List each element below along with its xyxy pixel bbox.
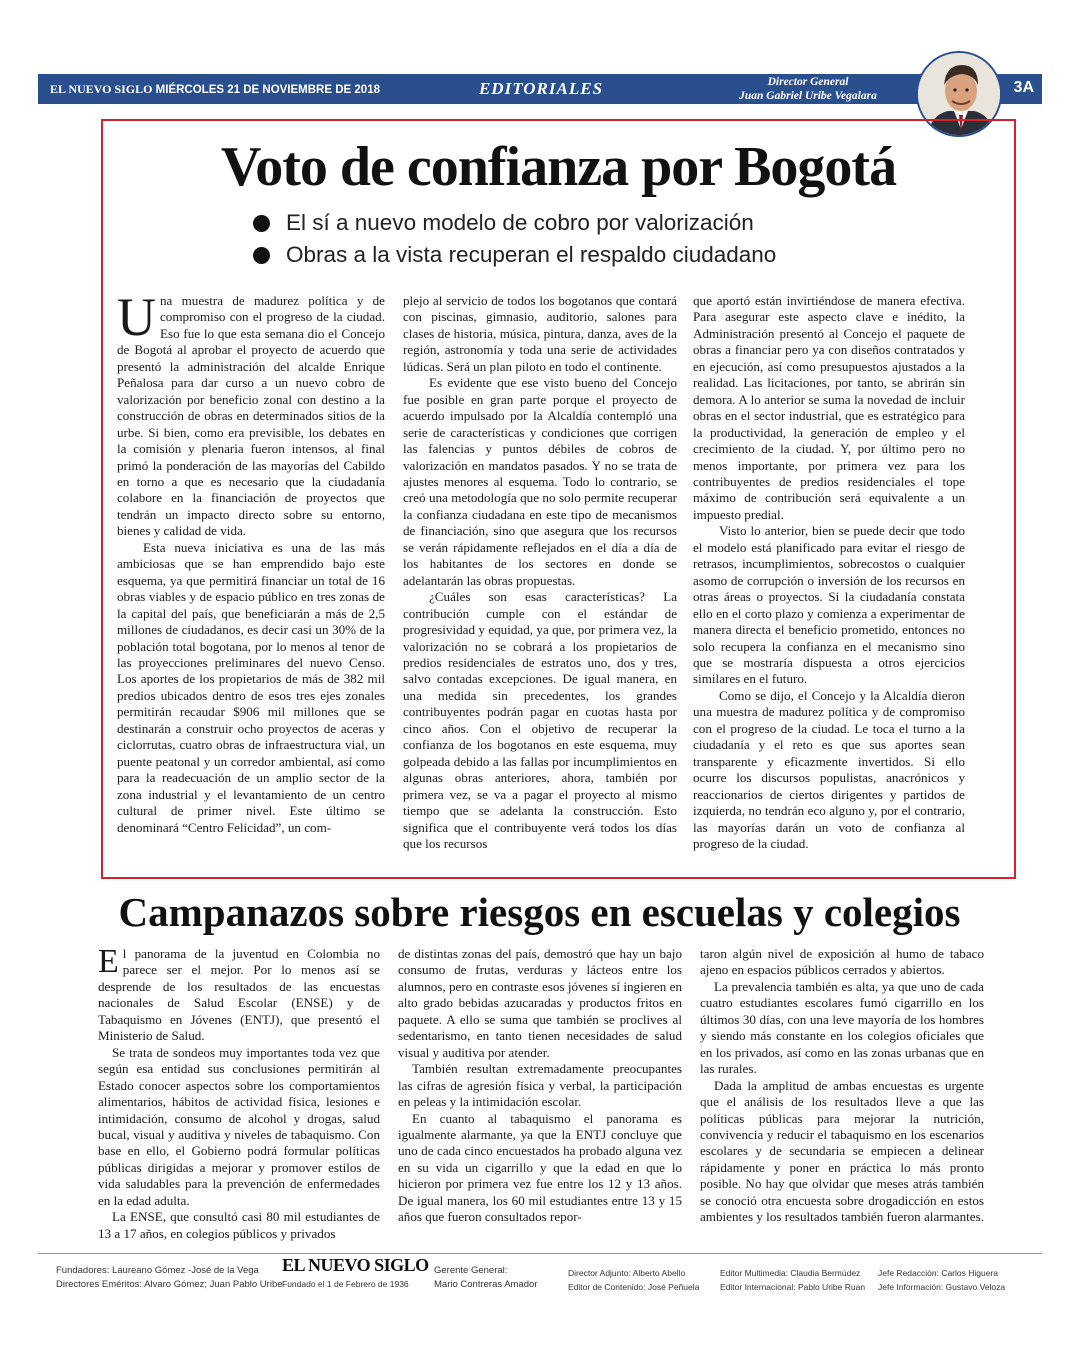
second-editorial-column-2: [398, 946, 682, 1226]
footer-manager-block: [434, 1264, 537, 1292]
subhead-text: Obras a la vista recuperan el respaldo ciudadano: [286, 242, 777, 267]
paragraph: El panorama de la juventud en Colombia no parece ser el mejor. Por lo menos así se desprende de los resultados de las encuestas nacionales de Salud Escolar (ENSE) y de Tabaquismo en Jóvenes (ENTJ), que presentó el Ministerio de Salud.: [98, 943, 380, 1044]
director-name: Juan Gabriel Uribe Vegalara: [739, 90, 877, 102]
footer-deputy-director: Director Adjunto: Alberto Abello: [568, 1268, 686, 1278]
paragraph: Es evidente que ese visto bueno del Concejo fue posible en gran parte porque el proyecto de acuerdo impulsado por la Alcaldía contempló una serie de características y condiciones que corrigen las falencias y puntos débiles de cobros de valorización en mandatos pasados. Y no se trata de ajustes menores al esquema. Todo lo contrario, se creó una metodología que no solo permite recuperar la confianza ciudadana en este tipo de mecanismos de financiación, sino que asegura que los recursos se verán rápidamente reflejados en el día a día de los habitantes de los sectores en donde se adelantarán las obras propuestas.: [403, 375, 677, 588]
second-editorial-column-3: [700, 946, 984, 1226]
subhead-item: [253, 239, 776, 271]
paragraph: de distintas zonas del país, demostró que hay un bajo consumo de frutas, verduras y lácteos entre los alumnos, pero en contraste esos jóvenes sí ingieren en alto grado bebidas azucaradas y productos fritos en paquete. A ello se suma que también se proclives al sedentarismo, en tanto tienen necesidades de salud visual y auditiva por atender.: [398, 946, 682, 1060]
footer-founders-block: [56, 1264, 283, 1292]
footer-logo: EL NUEVO SIGLO: [282, 1255, 429, 1275]
footer-editors-block: [720, 1266, 865, 1294]
paragraph: Esta nueva iniciativa es una de las más ambiciosas que se han emprendido bajo este esquema, ya que permitirá financiar un total de 16 obras viables y de espacio público en tres zonas de la capital del país, que beneficiarán a más de 2,5 millones de ciudadanos, es decir casi un 30% de la población total bogotana, por lo menos al tenor de las proyecciones preliminares del nuevo Censo. Los aportes de los propietarios de más de 382 mil predios ubicados dentro de esos tres ejes zonales permitirán recaudar $906 mil millones que se destinarán a construir ocho proyectos de aceras y ciclorrutas, cuatro obras de infraestructura vial, un puente peatonal y un corredor ambiental, así como para la readecuación de un amplio sector de la zona industrial y el levantamiento de un centro cultural de primer nivel. Este último se denominará “Centro Felicidad”, un com-: [117, 539, 385, 835]
editorial-title: Voto de confianza por Bogotá: [220, 136, 897, 198]
page-number: 3A: [1013, 79, 1034, 96]
page-header: [38, 74, 1042, 104]
paragraph: plejo al servicio de todos los bogotanos que contará con piscinas, gimnasio, auditorio, salones para clases de historia, música, pintura, danza, aves de la región, astronomía y toda una serie de actividades lúdicas. Será un plan piloto en todo el continente.: [403, 293, 677, 374]
editorial-subheads: [253, 207, 776, 271]
bullet-icon: [253, 215, 270, 232]
footer-multimedia-editor: Editor Multimedia: Claudia Bermúdez: [720, 1268, 861, 1278]
footer-chiefs-block: [878, 1266, 1005, 1294]
bullet-icon: [253, 247, 270, 264]
footer-manager-name: Mario Contreras Amador: [434, 1279, 538, 1290]
footer-information-chief: Jefe Información: Gustavo Veloza: [878, 1282, 1006, 1292]
editorial-column-3: [693, 293, 965, 852]
header-date-line: [50, 82, 380, 97]
paragraph: Como se dijo, el Concejo y la Alcaldía dieron una muestra de madurez política y de compromiso con el progreso de la ciudad. Le toca el turno a la ciudadanía y el reto es que sus aportes sean transparente y eficazmente invertidos. Si ello ocurre los discursos populistas, anacrónicos y reaccionarios de ciertos dirigentes y partidos de izquierda, no tendrán eco alguno y, por el contrario, las mayorías darán un voto de confianza al progreso de la ciudad.: [693, 687, 965, 851]
footer-manager-title: Gerente General:: [434, 1265, 508, 1276]
footer-emeritus: Directores Eméritos: Alvaro Gómez; Juan Pablo Uribe: [56, 1279, 283, 1290]
editorial-column-2: [403, 293, 677, 852]
paragraph: La prevalencia también es alta, ya que uno de cada cuatro estudiantes escolares fumó cigarrillo en los últimos 30 días, con una leve mayoría de los hombres y siendo más constante en los colegios oficiales que en los privados, así como en las zonas urbanas que en las rurales.: [700, 978, 984, 1077]
paragraph: taron algún nivel de exposición al humo de tabaco ajeno en espacios públicos cerrados y abiertos.: [700, 946, 984, 978]
paragraph: Se trata de sondeos muy importantes toda vez que según esa entidad sus conclusiones permitirán al Estado conocer aspectos sobre los comportamientos alimentarios, hábitos de actividad física, lesiones e intimidación, consumo de alcohol y drogas, salud bucal, visual y auditiva y niveles de tabaquismo. Con base en ello, el Gobierno podrá formular políticas públicas dirigidas a mejorar y promover estilos de vida saludables para la prevención de enfermedades en la edad adulta.: [98, 1044, 380, 1208]
section-title: EDITORIALES: [478, 79, 604, 98]
drop-cap: E: [98, 943, 119, 980]
paragraph: La ENSE, que consultó casi 80 mil estudiantes de 13 a 17 años, en colegios públicos y privados: [98, 1209, 380, 1241]
main-editorial: [101, 119, 1016, 879]
director-title: Director General: [767, 76, 849, 88]
footer-content-editor: Editor de Contenido: José Peñuela: [568, 1282, 700, 1292]
subhead-text: El sí a nuevo modelo de cobro por valorización: [286, 210, 754, 235]
director-credit: [688, 75, 928, 103]
header-date: MIÉRCOLES 21 DE NOVIEMBRE DE 2018: [155, 84, 380, 96]
paragraph: Una muestra de madurez política y de compromiso con el progreso de la ciudad. Eso fue lo que esta semana dio el Concejo de Bogotá al aprobar el proyecto de acuerdo que presentó la administración del alcalde Enrique Peñalosa para dar curso a un nuevo cobro de valorización por beneficio zonal con destino a la construcción de obras en determinados sitios de la urbe. Si bien, como era previsible, los debates en la comisión y plenaria fueron intensos, al final primó la ponderación de las mayorías del Cabildo en torno a que es necesario que la ciudadanía colabore en la financiación de proyectos que tendrán un impacto directo sobre su entorno, bienes y calidad de vida.: [117, 287, 385, 539]
footer-founded-date: Fundado el 1 de Febrero de 1936: [282, 1279, 409, 1289]
footer-newsroom-chief: Jefe Redacción: Carlos Higuera: [878, 1268, 999, 1278]
paragraph: que aportó están invirtiéndose de manera efectiva. Para asegurar este aspecto clave e inédito, la Administración presentó al Concejo el paquete de obras a financiar pero ya con diseños contratados y en ejecución, así como presupuestos ajustados a la realidad. Las licitaciones, por tanto, se abrirán sin demora. A lo anterior se suma la novedad de incluir obras en el sector industrial, que es estratégico para la productividad, la generación de empleo y el crecimiento de la ciudad. Y, por último pero no menos importante, por primera vez para los contribuyentes de predios residenciales el tope máximo de contribución será equivalente a un impuesto predial.: [693, 293, 965, 522]
paragraph: Dada la amplitud de ambas encuestas es urgente que el análisis de los resultados lleve a que las políticas públicas para mejorar la nutrición, convivencia y reducir el tabaquismo en los escenarios escolares y de secundaria se empiecen a delinear rápidamente y poner en práctica lo más pronto posible. No hay que olvidar que meses atrás también se conoció otra encuesta sobre drogadicción en estos ambientes y los resultados también fueron alarmantes.: [700, 1077, 984, 1225]
second-editorial-title: Campanazos sobre riesgos en escuelas y colegios: [118, 889, 961, 935]
editorial-column-1: [117, 287, 385, 836]
paragraph: En cuanto al tabaquismo el panorama es igualmente alarmante, ya que la ENTJ concluye que uno de cada cinco encuestados ha probado alguna vez en su vida un cigarrillo y que la edad en que lo hicieron por primera vez fue entre los 12 y 13 años. De igual manera, los 60 mil estudiantes entre 13 y 15 años que fueron consultados repor-: [398, 1110, 682, 1225]
drop-cap: U: [117, 287, 156, 347]
footer-directors-block: [568, 1266, 699, 1294]
footer-founders: Fundadores: Laureano Gómez -José de la Vega: [56, 1265, 259, 1276]
second-editorial-column-1: [98, 943, 380, 1242]
subhead-item: [253, 207, 776, 239]
paragraph: También resultan extremadamente preocupantes las cifras de agresión física y verbal, la participación en peleas y la intimidación escolar.: [398, 1061, 682, 1110]
footer-international-editor: Editor Internacional: Pablo Uribe Ruan: [720, 1282, 866, 1292]
footer-divider: [38, 1253, 1042, 1254]
header-brand: EL NUEVO SIGLO: [50, 82, 153, 96]
paragraph: Visto lo anterior, bien se puede decir que todo el modelo está planificado para evitar el riesgo de retrasos, incumplimientos, sobrecostos o cualquier asomo de corrupción o inversión de los recursos en otras áreas o proyectos. Si la ciudadanía constata ello en el corto plazo y comienza a experimentar de manera directa el beneficio prometido, entonces no solo recupera la confianza en el mecanismo sino que se mostraría dispuesta a otros ejercicios similares en el futuro.: [693, 523, 965, 687]
paragraph: ¿Cuáles son esas características? La contribución cumple con el estándar de progresividad y equidad, ya que, por primera vez, la valorización no se cobrará a los propietarios de predios residenciales de estratos uno, dos y tres, salvo contadas excepciones. De igual manera, en una medida sin precedentes, los grandes contribuyentes podrán pagar en cuotas hasta por cinco años. Con el objetivo de recuperar la confianza de los bogotanos en este esquema, muy golpeada debido a las fallas por incumplimientos en algunas obras anteriores, ahora, también por primera vez, se va a pagar el proyecto al mismo tiempo que se adelanta la construcción. Esto significa que el contribuyente verá todos los días que los recursos: [403, 589, 677, 851]
